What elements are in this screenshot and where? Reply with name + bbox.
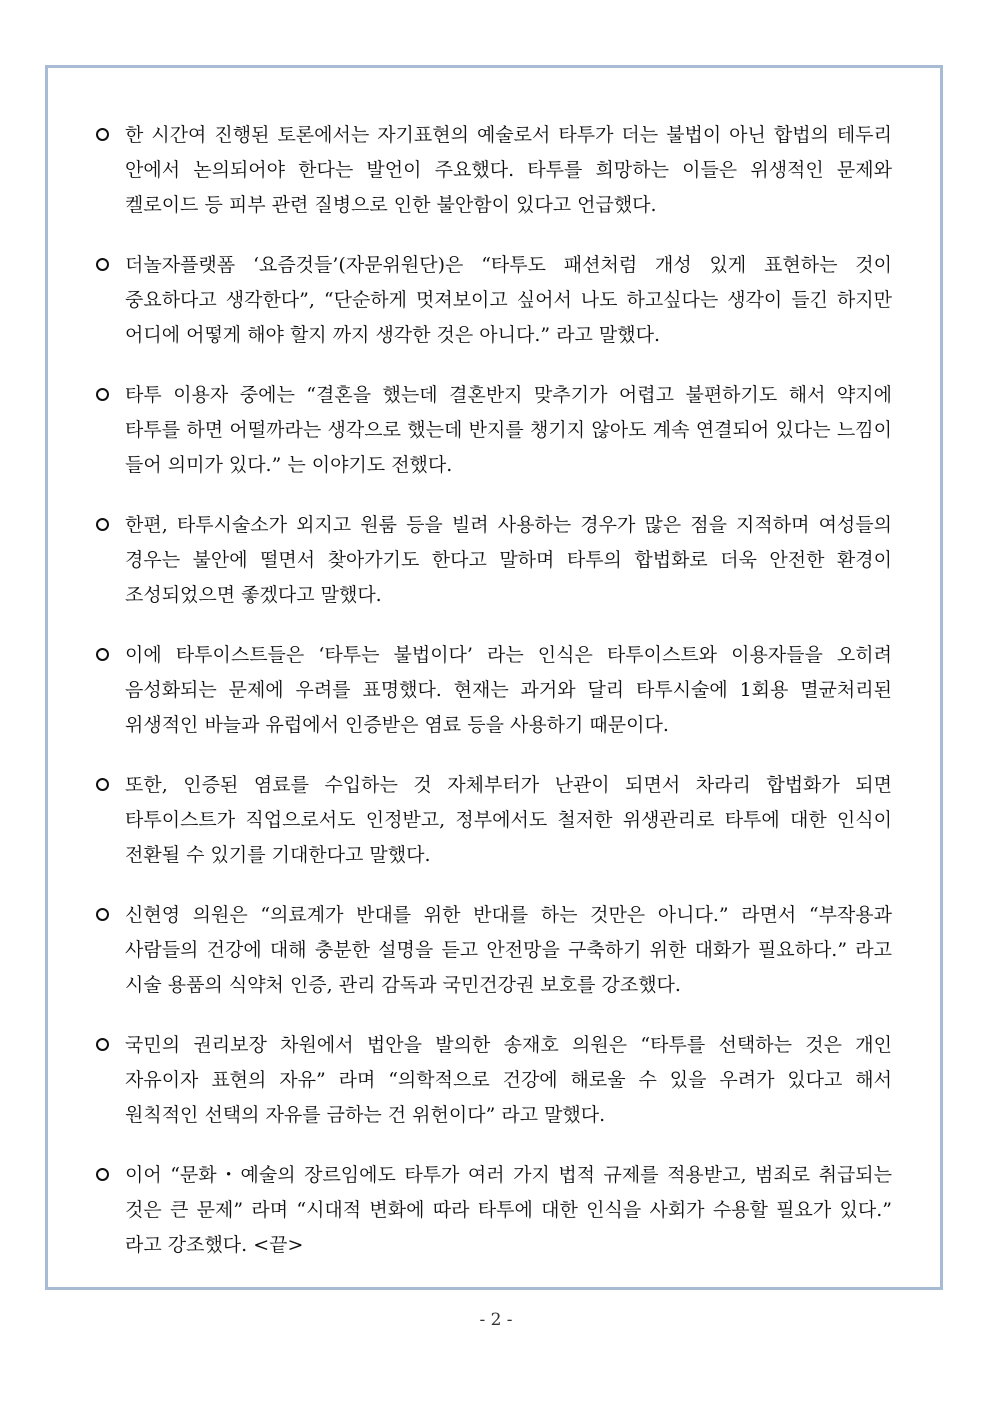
circle-bullet-icon xyxy=(96,648,109,661)
circle-bullet-icon xyxy=(96,778,109,791)
paragraph-text: 신현영 의원은 “의료계가 반대를 위한 반대를 하는 것만은 아니다.” 라면서 “부작용과 사람들의 건강에 대해 충분한 설명을 듣고 안전망을 구축하기 위한 대화가 필요하다.” 라고 시술 용품의 식약처 인증, 관리 감독과 국민건강권 보호를 강조했다. xyxy=(125,904,892,996)
circle-bullet-icon xyxy=(96,1168,109,1181)
circle-bullet-icon xyxy=(96,518,109,531)
paragraph-text: 이에 타투이스트들은 ‘타투는 불법이다’ 라는 인식은 타투이스트와 이용자들을 오히려 음성화되는 문제에 우려를 표명했다. 현재는 과거와 달리 타투시술에 1회용 멸균처리된 위생적인 바늘과 유럽에서 인증받은 염료 등을 사용하기 때문이다. xyxy=(125,644,892,736)
paragraph-text: 타투 이용자 중에는 “결혼을 했는데 결혼반지 맞추기가 어렵고 불편하기도 해서 약지에 타투를 하면 어떨까라는 생각으로 했는데 반지를 챙기지 않아도 계속 연결되어 있다는 느낌이 들어 의미가 있다.” 는 이야기도 전했다. xyxy=(125,384,892,476)
paragraph-6 xyxy=(48,768,940,873)
paragraph-8 xyxy=(48,1028,940,1133)
circle-bullet-icon xyxy=(96,388,109,401)
paragraph-9 xyxy=(48,1158,940,1263)
paragraph-3 xyxy=(48,378,940,483)
content-frame xyxy=(45,65,943,1290)
paragraph-text: 더놀자플랫폼 ‘요즘것들’(자문위원단)은 “타투도 패션처럼 개성 있게 표현하는 것이 중요하다고 생각한다”, “단순하게 멋져보이고 싶어서 나도 하고싶다는 생각이 들긴 하지만 어디에 어떻게 해야 할지 까지 생각한 것은 아니다.” 라고 말했다. xyxy=(125,254,892,346)
page-number: - 2 - xyxy=(479,1310,513,1330)
circle-bullet-icon xyxy=(96,128,109,141)
paragraph-list xyxy=(48,118,940,1288)
paragraph-4 xyxy=(48,508,940,613)
paragraph-2 xyxy=(48,248,940,353)
circle-bullet-icon xyxy=(96,1038,109,1051)
paragraph-text: 또한, 인증된 염료를 수입하는 것 자체부터가 난관이 되면서 차라리 합법화가 되면 타투이스트가 직업으로서도 인정받고, 정부에서도 철저한 위생관리로 타투에 대한 인식이 전환될 수 있기를 기대한다고 말했다. xyxy=(125,774,892,866)
paragraph-text: 이어 “문화・예술의 장르임에도 타투가 여러 가지 법적 규제를 적용받고, 범죄로 취급되는 것은 큰 문제” 라며 “시대적 변화에 따라 타투에 대한 인식을 사회가 수용할 필요가 있다.” 라고 강조했다. <끝> xyxy=(125,1164,892,1256)
paragraph-text: 한 시간여 진행된 토론에서는 자기표현의 예술로서 타투가 더는 불법이 아닌 합법의 테두리 안에서 논의되어야 한다는 발언이 주요했다. 타투를 희망하는 이들은 위생적인 문제와 켈로이드 등 피부 관련 질병으로 인한 불안함이 있다고 언급했다. xyxy=(125,124,892,216)
paragraph-text: 국민의 권리보장 차원에서 법안을 발의한 송재호 의원은 “타투를 선택하는 것은 개인 자유이자 표현의 자유” 라며 “의학적으로 건강에 해로울 수 있을 우려가 있다고 해서 원칙적인 선택의 자유를 금하는 건 위헌이다” 라고 말했다. xyxy=(125,1034,892,1126)
circle-bullet-icon xyxy=(96,908,109,921)
paragraph-5 xyxy=(48,638,940,743)
paragraph-text: 한편, 타투시술소가 외지고 원룸 등을 빌려 사용하는 경우가 많은 점을 지적하며 여성들의 경우는 불안에 떨면서 찾아가기도 한다고 말하며 타투의 합법화로 더욱 안전한 환경이 조성되었으면 좋겠다고 말했다. xyxy=(125,514,892,606)
paragraph-1 xyxy=(48,118,940,223)
circle-bullet-icon xyxy=(96,258,109,271)
paragraph-7 xyxy=(48,898,940,1003)
